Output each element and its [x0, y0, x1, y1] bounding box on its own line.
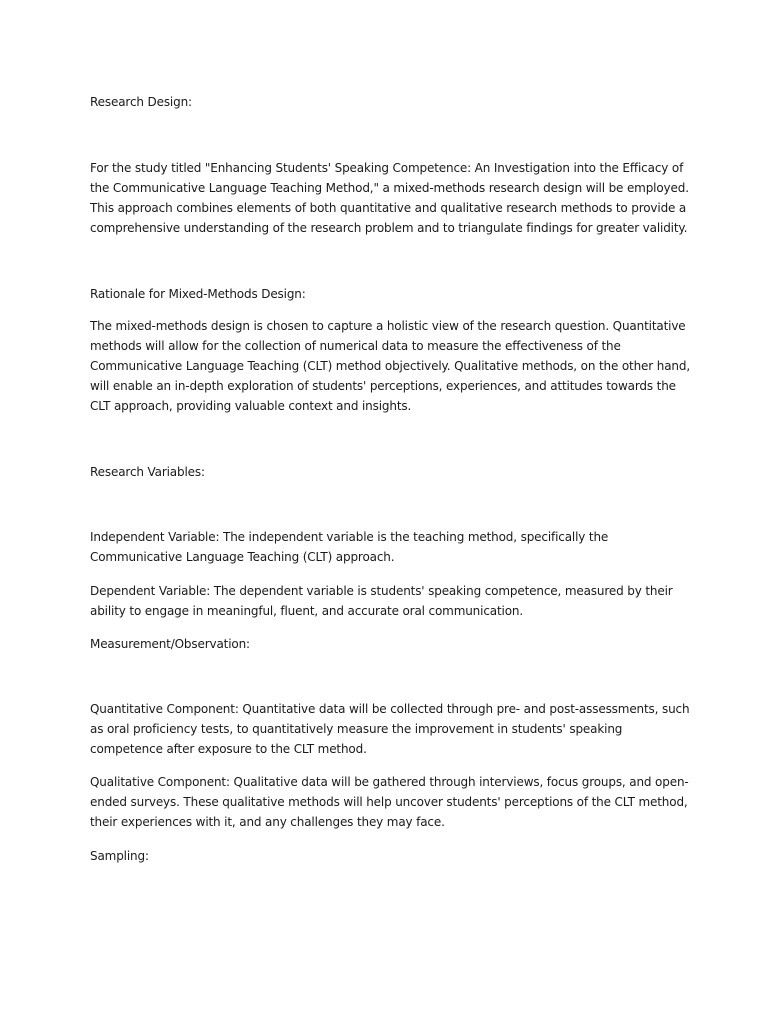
heading-measurement: Measurement/Observation: — [90, 637, 250, 651]
quantitative-component-paragraph: Quantitative Component: Quantitative data will be collected through pre- and post-assessments, such as oral proficiency tests, to quantitatively measure the improvement in students' speaking competence after exposure to the CLT method. — [90, 702, 690, 756]
intro-paragraph: For the study titled "Enhancing Students' Speaking Competence: An Investigation into the Efficacy of the Communicative Language Teaching Method," a mixed-methods research design will be employed. This approach combines elements of both quantitative and qualitative research methods to provide a comprehensive understanding of the research problem and to triangulate findings for greater validity. — [90, 161, 689, 235]
qualitative-component-paragraph: Qualitative Component: Qualitative data will be gathered through interviews, focus groups, and open-ended surveys. These qualitative methods will help uncover students' perceptions of the CLT method, their experiences with it, and any challenges they may face. — [90, 775, 689, 829]
heading-research-variables: Research Variables: — [90, 465, 205, 479]
heading-rationale: Rationale for Mixed-Methods Design: — [90, 287, 306, 301]
heading-research-design: Research Design: — [90, 95, 192, 109]
dependent-variable-paragraph: Dependent Variable: The dependent variable is students' speaking competence, measured by their ability to engage in meaningful, fluent, and accurate oral communication. — [90, 584, 673, 618]
heading-sampling: Sampling: — [90, 849, 149, 863]
rationale-paragraph: The mixed-methods design is chosen to capture a holistic view of the research question. Quantitative methods will allow for the collection of numerical data to measure the effectiveness of the Communicative Language Teaching (CLT) method objectively. Qualitative methods, on the other hand, will enable an in-depth exploration of students' perceptions, experiences, and attitudes towards the CLT approach, providing valuable context and insights. — [90, 319, 690, 413]
independent-variable-paragraph: Independent Variable: The independent variable is the teaching method, specifically the Communicative Language Teaching (CLT) approach. — [90, 530, 609, 564]
